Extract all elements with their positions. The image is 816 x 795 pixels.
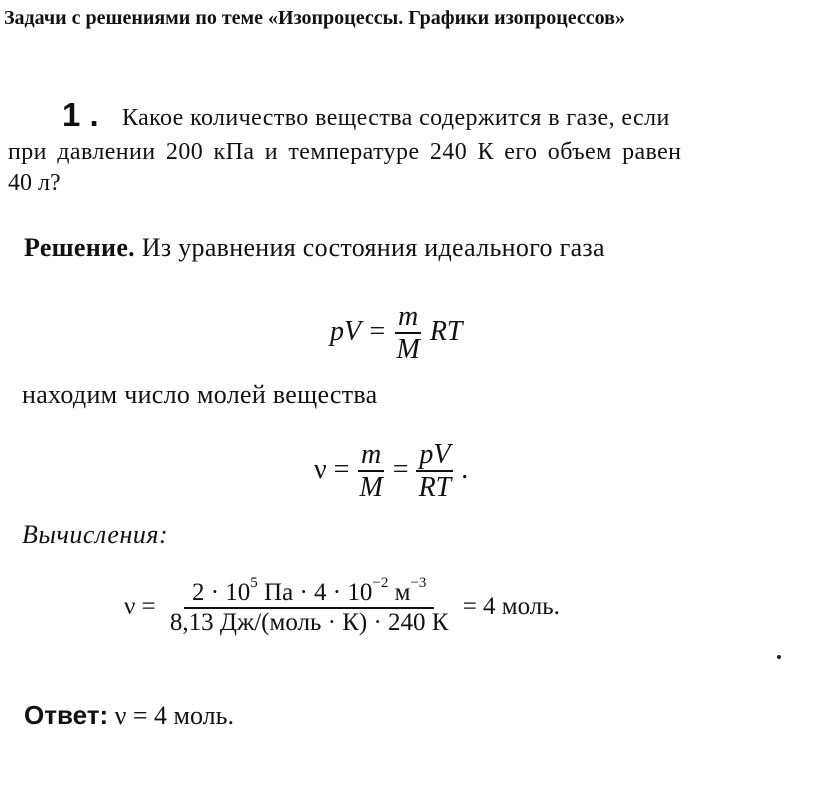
solution-paragraph [24,233,605,263]
numerator-part: Па · 4 · 10 [257,579,373,606]
problem-text-line-3: 40 л? [8,170,61,196]
page-title: Задачи с решениями по теме «Изопроцессы. Графики изопроцессов» [4,7,625,29]
numerator-part: м [388,579,411,606]
solution-text: Из уравнения состояния идеального газа [134,233,605,262]
answer-text: ν = 4 моль. [108,701,234,730]
answer-line [24,700,234,731]
moles-formula [314,440,468,503]
formula-period: . [461,453,469,485]
fraction-denominator: RT [418,472,452,504]
calc-result: = 4 моль. [462,592,560,620]
answer-label: Ответ: [24,700,109,730]
problem-number: 1 . [62,96,99,133]
fraction-denominator: M [396,334,420,366]
problem-text-line-1: Какое количество вещества содержится в газе, если [122,105,670,131]
numerator-part: 2 · 10 [191,579,251,606]
ideal-gas-formula [330,302,463,365]
moles-lhs: ν = [314,453,350,485]
fraction-denominator: 8,13 Дж/(моль · К) · 240 К [169,609,449,637]
fraction-denominator: M [359,472,383,504]
exponent: 5 [250,575,258,591]
stray-dot [777,655,781,659]
calculations-label: Вычисления: [22,520,169,549]
fraction-numerator: pV [416,440,453,472]
equals-sign: = [392,453,409,485]
exponent: −3 [410,575,427,591]
solution-label: Решение. [24,233,135,262]
problem-text-line-2: при давлении 200 кПа и температуре 240 К его объем равен [8,139,682,165]
ideal-gas-lhs: pV = [330,315,387,347]
calc-lhs: ν = [124,592,156,620]
find-moles-text: находим число молей вещества [22,380,378,409]
exponent: −2 [372,575,389,591]
pv-over-rt-fraction [416,440,455,503]
fraction-numerator: m [358,440,384,472]
calculation-formula [124,575,560,637]
mass-over-molar-fraction [394,302,423,365]
calculation-fraction [162,575,457,637]
fraction-numerator [184,575,434,609]
ideal-gas-rhs: RT [429,315,463,347]
mass-over-molar-fraction [356,440,385,503]
fraction-numerator: m [395,302,421,334]
